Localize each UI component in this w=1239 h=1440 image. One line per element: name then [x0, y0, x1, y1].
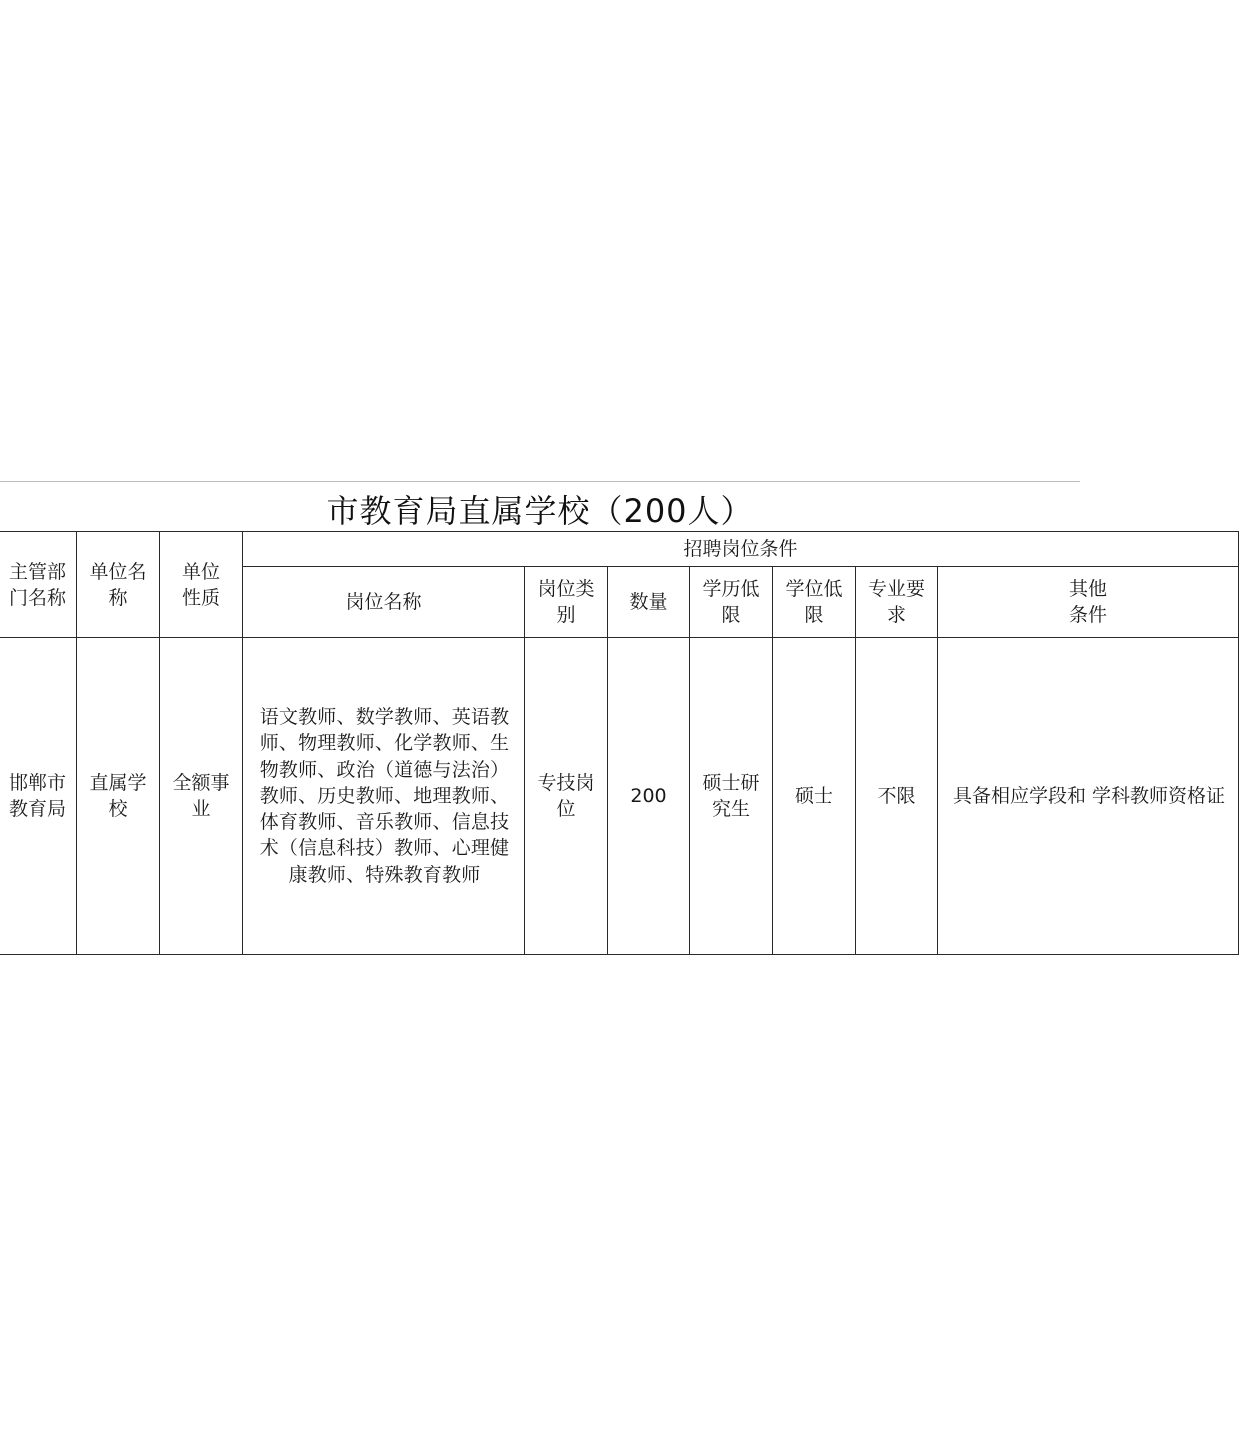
cell-major: 不限 — [856, 638, 938, 955]
header-unit-name: 单位名 称 — [77, 532, 160, 638]
cell-position-type: 专技岗 位 — [525, 638, 608, 955]
cell-quantity: 200 — [608, 638, 690, 955]
header-min-education: 学历低 限 — [690, 567, 773, 638]
table-header-row-group — [0, 532, 1239, 567]
cell-min-degree: 硕士 — [773, 638, 856, 955]
cell-department: 邯郸市 教育局 — [0, 638, 77, 955]
header-department: 主管部 门名称 — [0, 532, 77, 638]
table-row — [0, 638, 1239, 955]
header-recruitment-conditions: 招聘岗位条件 — [243, 532, 1239, 567]
recruitment-table — [0, 531, 1239, 955]
header-major: 专业要 求 — [856, 567, 938, 638]
top-divider — [0, 481, 1080, 482]
document-title: 市教育局直属学校（200人） — [326, 492, 754, 530]
cell-unit-name: 直属学 校 — [77, 638, 160, 955]
header-quantity: 数量 — [608, 567, 690, 638]
cell-unit-nature: 全额事 业 — [160, 638, 243, 955]
header-unit-nature: 单位 性质 — [160, 532, 243, 638]
header-position-type: 岗位类 别 — [525, 567, 608, 638]
cell-other: 具备相应学段和 学科教师资格证 — [938, 638, 1239, 955]
header-other: 其他 条件 — [938, 567, 1239, 638]
cell-position-name: 语文教师、数学教师、英语教师、物理教师、化学教师、生物教师、政治（道德与法治）教师、历史教师、地理教师、体育教师、音乐教师、信息技术（信息科技）教师、心理健康教师、特殊教育教师 — [243, 638, 525, 955]
header-min-degree: 学位低 限 — [773, 567, 856, 638]
header-position-name: 岗位名称 — [243, 567, 525, 638]
cell-min-education: 硕士研 究生 — [690, 638, 773, 955]
document-page — [0, 478, 1226, 960]
